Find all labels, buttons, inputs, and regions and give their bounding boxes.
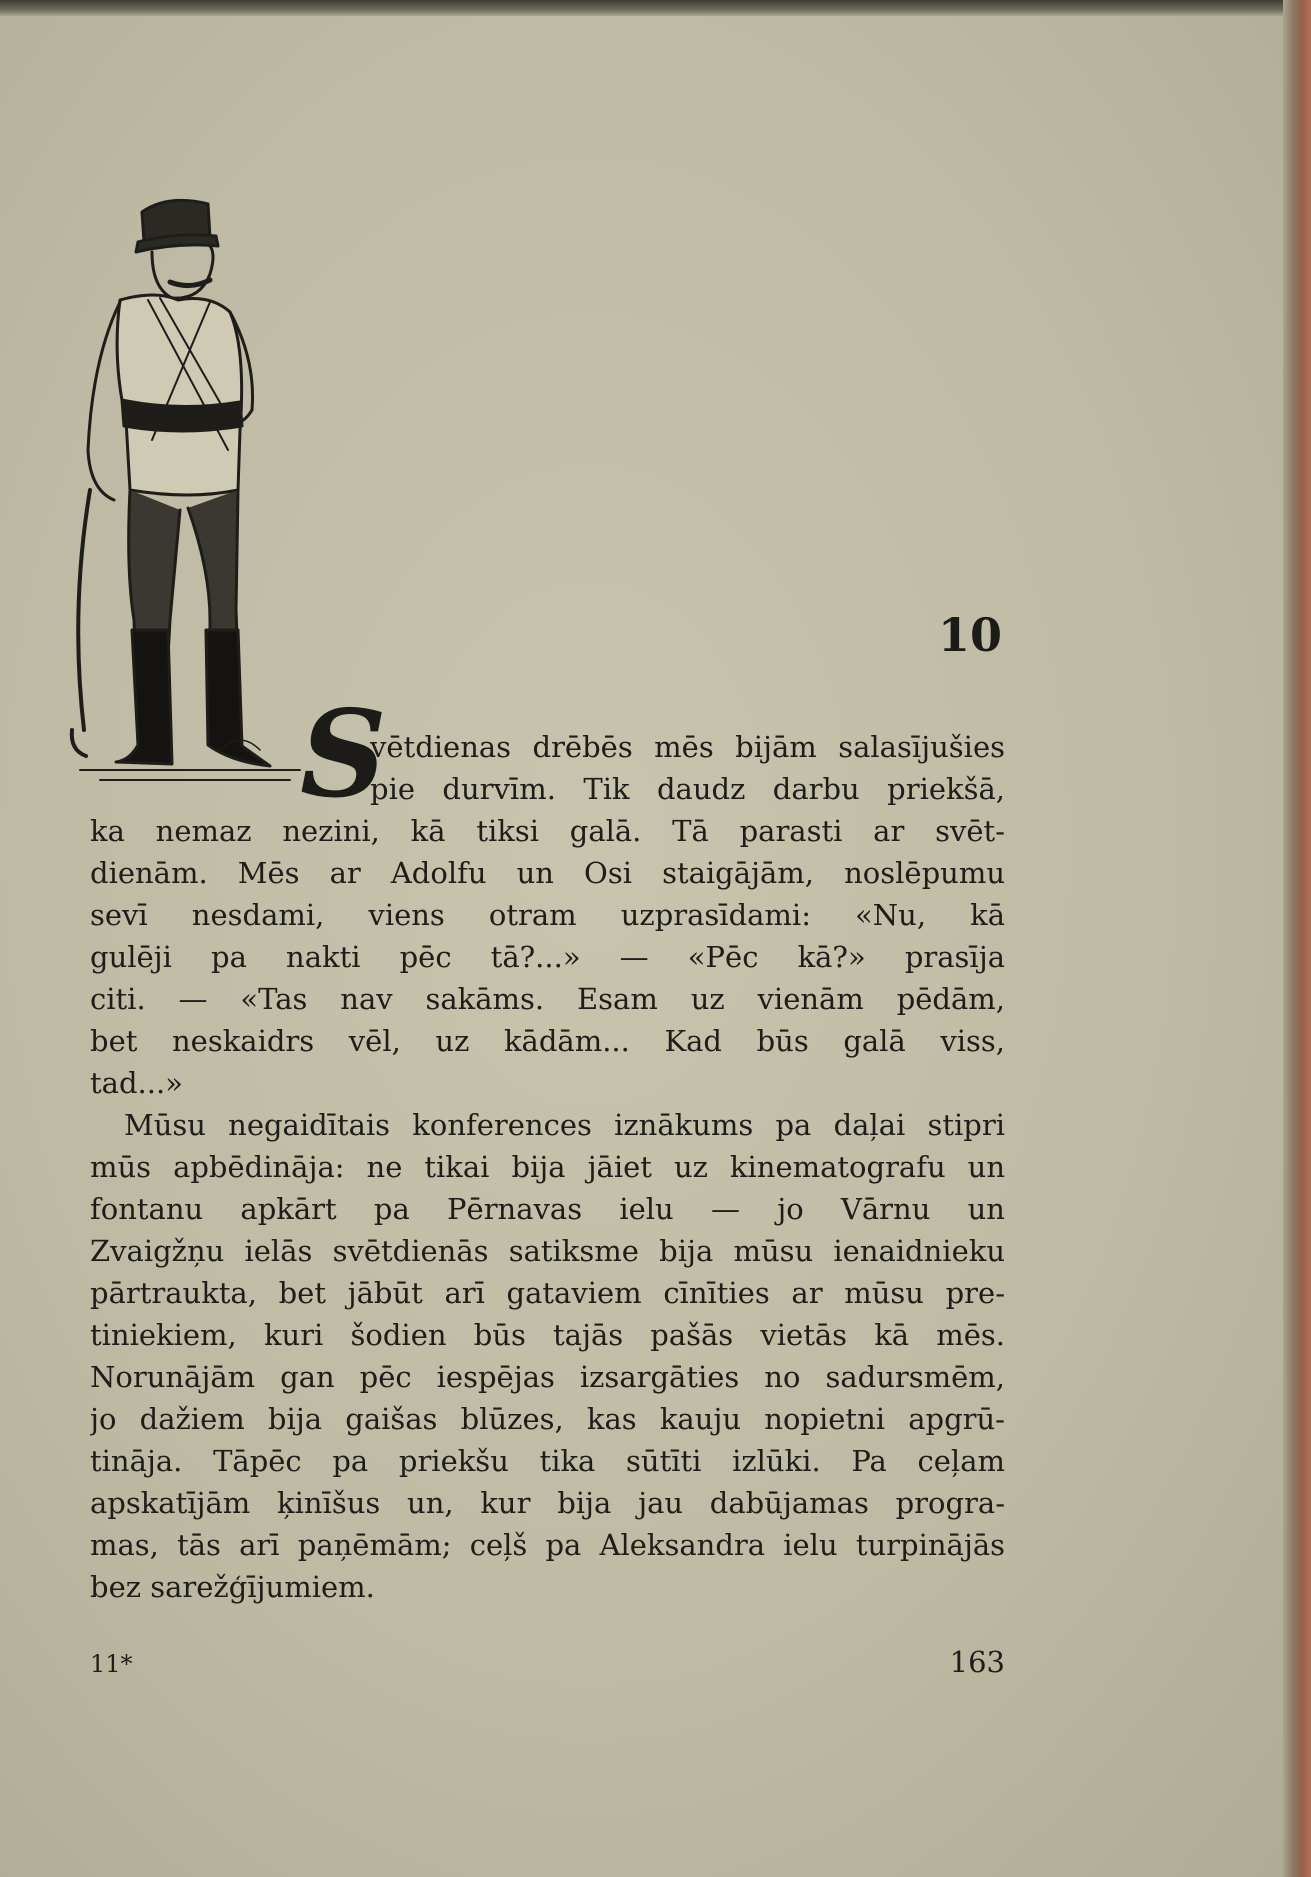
text-line: Mūsu negaidītais konferences iznākums pa daļai stipri: [124, 1108, 1005, 1142]
text-line: Norunājām gan pēc iespējas izsargāties no sadursmēm,: [90, 1360, 1005, 1394]
book-cover-edge: [1283, 0, 1311, 1877]
page-number: 163: [949, 1645, 1005, 1679]
page-top-edge: [0, 0, 1311, 16]
text-line: mas, tās arī paņēmām; ceļš pa Aleksandra ielu turpinājās: [90, 1528, 1005, 1562]
text-line: gulēji pa nakti pēc tā?...» — «Pēc kā?» prasīja: [90, 940, 1005, 974]
soldier-illustration: [60, 190, 310, 790]
text-line: tināja. Tāpēc pa priekšu tika sūtīti izlūki. Pa ceļam: [90, 1444, 1005, 1478]
text-line: apskatījām ķinīšus un, kur bija jau dabūjamas progra-: [90, 1486, 1005, 1520]
text-line: bet neskaidrs vēl, uz kādām... Kad būs galā viss,: [90, 1024, 1005, 1058]
text-line: fontanu apkārt pa Pērnavas ielu — jo Vārnu un: [90, 1192, 1005, 1226]
text-line: sevī nesdami, viens otram uzprasīdami: «Nu, kā: [90, 898, 1005, 932]
text-line: bez sarežģījumiem.: [90, 1570, 375, 1604]
text-line: mūs apbēdināja: ne tikai bija jāiet uz kinematografu un: [90, 1150, 1005, 1184]
signature-mark: 11*: [90, 1650, 133, 1678]
text-line: ka nemaz nezini, kā tiksi galā. Tā parasti ar svēt-: [90, 814, 1005, 848]
chapter-number: 10: [937, 608, 1002, 662]
text-line: pie durvīm. Tik daudz darbu priekšā,: [370, 772, 1005, 806]
text-line: Zvaigžņu ielās svētdienās satiksme bija mūsu ienaidnieku: [90, 1234, 1005, 1268]
text-line: tiniekiem, kuri šodien būs tajās pašās vietās kā mēs.: [90, 1318, 1005, 1352]
text-line: dienām. Mēs ar Adolfu un Osi staigājām, noslēpumu: [90, 856, 1005, 890]
text-line: jo dažiem bija gaišas blūzes, kas kauju nopietni apgrū-: [90, 1402, 1005, 1436]
text-line: tad...»: [90, 1066, 183, 1100]
text-line: vētdienas drēbēs mēs bijām salasījušies: [370, 730, 1005, 764]
text-line: pārtraukta, bet jābūt arī gataviem cīnīties ar mūsu pre-: [90, 1276, 1005, 1310]
text-line: citi. — «Tas nav sakāms. Esam uz vienām pēdām,: [90, 982, 1005, 1016]
drop-cap-initial: S: [300, 684, 387, 825]
